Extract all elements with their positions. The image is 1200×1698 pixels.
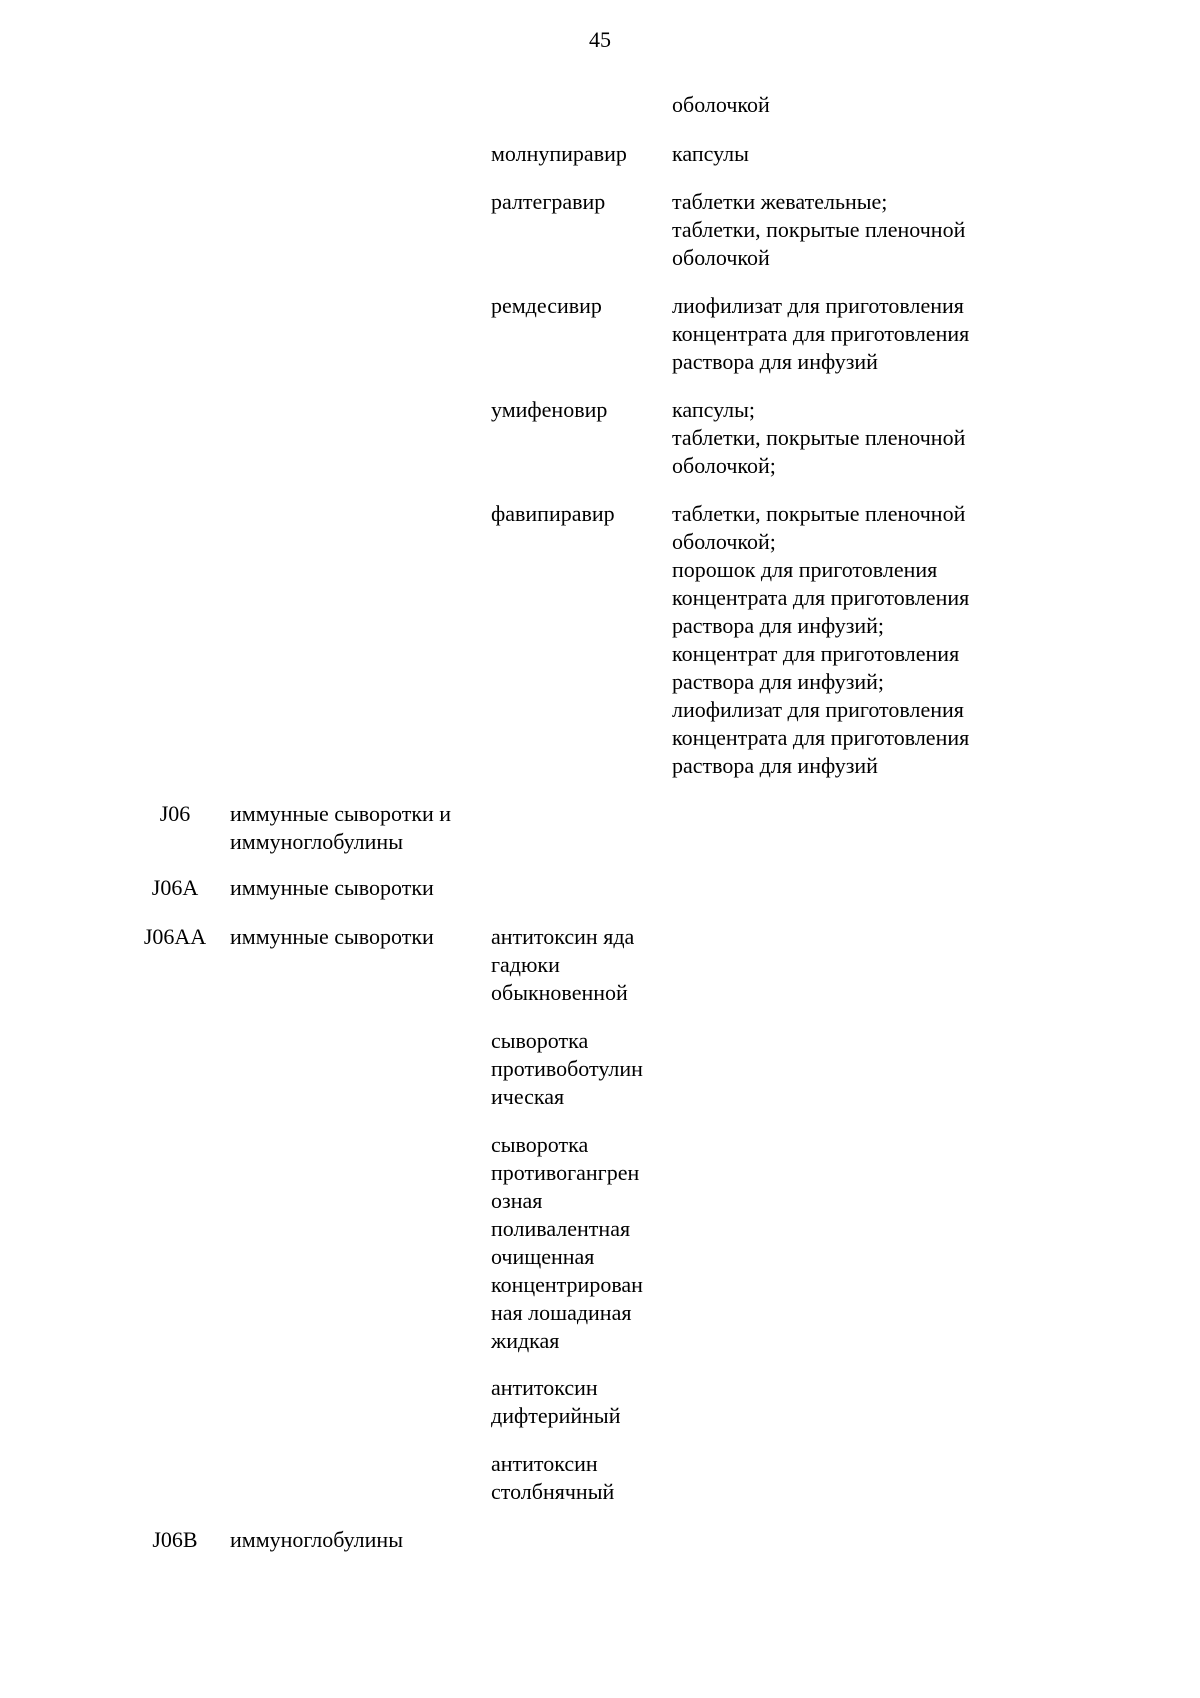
drug-name-line: сыворотка [491,1028,589,1053]
drug-name: фавипиравир [491,501,615,526]
dosage-forms-continuation [672,91,1012,119]
drug-name: ремдесивир [491,293,602,318]
dosage-form-line: капсулы [672,141,749,166]
drug-name-line: сыворотка [491,1132,589,1157]
drug-name: умифеновир [491,397,608,422]
drug-name [491,1131,671,1355]
group-name-line: иммуноглобулины [230,829,403,854]
group-name-line: иммуноглобулины [230,1527,403,1552]
dosage-form-line: таблетки, покрытые пленочной [672,501,966,526]
drug-name [491,1450,671,1506]
drug-name-line: столбнячный [491,1479,615,1504]
dosage-forms [672,500,1012,780]
drug-name-line: гадюки [491,952,560,977]
drug-name-line: антитоксин [491,1375,598,1400]
drug-name-line: очищенная [491,1244,595,1269]
dosage-form-line: оболочкой; [672,529,776,554]
drug-name-line: обыкновенной [491,980,628,1005]
drug-name [491,1027,671,1111]
dosage-form-line: лиофилизат для приготовления [672,293,964,318]
drug-name-line: концентрирован [491,1272,643,1297]
dosage-form-line: капсулы; [672,397,755,422]
dosage-form-line: концентрата для приготовления [672,725,970,750]
drug-name: молнупиравир [491,141,627,166]
drug-name [491,923,671,1007]
dosage-form-line: таблетки, покрытые пленочной [672,425,966,450]
dosage-form-line: раствора для инфузий; [672,613,885,638]
drug-name-line: жидкая [491,1328,560,1353]
dosage-form-line: оболочкой; [672,453,776,478]
group-name-line: иммунные сыворотки [230,875,434,900]
atc-group-name [230,800,490,856]
atc-code: J06A [151,875,199,900]
dosage-forms [672,292,1012,376]
dosage-forms [672,396,1012,480]
drug-name-line: озная [491,1188,543,1213]
dosage-form-line: концентрата для приготовления [672,585,970,610]
atc-code: J06AA [143,924,207,949]
drug-name-line: поливалентная [491,1216,631,1241]
dosage-form-line: таблетки жевательные; [672,189,888,214]
drug-name [491,1374,671,1430]
dosage-form-line: раствора для инфузий [672,349,878,374]
dosage-form-line: раствора для инфузий [672,753,878,778]
atc-code: J06 [159,801,191,826]
dosage-forms [672,140,1012,168]
page-number: 45 [589,27,611,52]
dosage-form-line: лиофилизат для приготовления [672,697,964,722]
drug-name-line: ная лошадиная [491,1300,632,1325]
dosage-form-line: раствора для инфузий; [672,669,885,694]
atc-code: J06B [152,1527,198,1552]
drug-name: ралтегравир [491,189,606,214]
dosage-form-line: порошок для приготовления [672,557,938,582]
drug-name-line: противогангрен [491,1160,640,1185]
drug-name-line: дифтерийный [491,1403,621,1428]
drug-name-line: антитоксин [491,1451,598,1476]
drug-name-line: антитоксин яда [491,924,635,949]
drug-name-line: ическая [491,1084,565,1109]
dosage-form-line: таблетки, покрытые пленочной [672,217,966,242]
dosage-form-line: оболочкой [672,245,770,270]
atc-group-name [230,874,490,902]
dosage-form-line: оболочкой [672,92,770,117]
dosage-form-line: концентрат для приготовления [672,641,960,666]
dosage-forms [672,188,1012,272]
atc-group-name [230,923,490,951]
group-name-line: иммунные сыворотки [230,924,434,949]
atc-group-name [230,1526,490,1554]
group-name-line: иммунные сыворотки и [230,801,452,826]
drug-name-line: противоботулин [491,1056,643,1081]
dosage-form-line: концентрата для приготовления [672,321,970,346]
